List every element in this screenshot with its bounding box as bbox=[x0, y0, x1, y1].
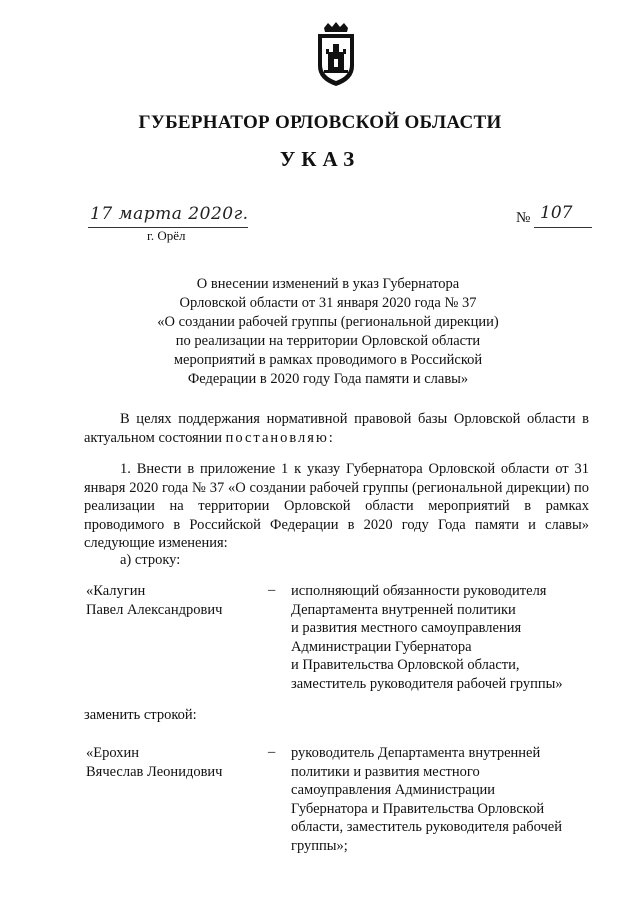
desc-line: и развития местного самоуправления bbox=[291, 620, 522, 636]
resolve-word: постановляю: bbox=[225, 429, 335, 446]
desc-line: исполняющий обязанности руководителя bbox=[291, 583, 547, 599]
old-entry-description bbox=[291, 582, 563, 693]
subitem-a-label: а) строку: bbox=[120, 552, 181, 568]
name-line: «Ерохин bbox=[86, 745, 140, 761]
name-line: Вячеслав Леонидович bbox=[86, 763, 223, 780]
item-1-paragraph: 1. Внести в приложение 1 к указу Губернатора Орловской области от 31 января 2020 года № 37 «О создании рабочей группы (региональной дирекции) по реализации на территории Орловской области мероприятий в рамках проводимого в Российской Федерации в 2020 году Года памяти и славы» следующие изменения: bbox=[84, 461, 589, 551]
coat-of-arms-icon bbox=[314, 22, 358, 88]
number-underline bbox=[534, 227, 592, 228]
desc-line: Администрации Губернатора bbox=[291, 638, 472, 655]
desc-line: самоуправления Администрации bbox=[291, 782, 495, 798]
city-label: г. Орёл bbox=[147, 228, 186, 243]
preamble-text: В целях поддержания нормативной правовой базы Орловской области в актуальном состоянии bbox=[84, 411, 589, 446]
new-entry-dash: – bbox=[268, 744, 276, 760]
heading-line: мероприятий в рамках проводимого в Российской bbox=[173, 352, 483, 368]
preamble-paragraph bbox=[84, 410, 589, 447]
desc-line: области, заместитель руководителя рабочей bbox=[291, 819, 562, 835]
number-label: № bbox=[516, 210, 531, 226]
replace-label: заменить строкой: bbox=[84, 707, 197, 723]
old-entry-name bbox=[86, 582, 222, 619]
heading-line: О внесении изменений в указ Губернатора bbox=[196, 276, 460, 292]
heading-line: Орловской области от 31 января 2020 года № 37 bbox=[179, 295, 477, 311]
heading-line: Федерации в 2020 году Года памяти и славы» bbox=[187, 371, 469, 387]
new-entry-name bbox=[86, 744, 222, 781]
desc-line: политики и развития местного bbox=[291, 763, 480, 780]
decree-date: 17 марта 2020г. bbox=[90, 204, 249, 224]
heading-line: по реализации на территории Орловской области bbox=[175, 333, 481, 349]
desc-line: заместитель руководителя рабочей группы» bbox=[291, 675, 563, 692]
desc-line: группы»; bbox=[291, 837, 348, 854]
heading-line: «О создании рабочей группы (региональной дирекции) bbox=[157, 314, 499, 330]
desc-line: Губернатора и Правительства Орловской bbox=[291, 800, 545, 817]
old-entry-dash: – bbox=[268, 582, 276, 598]
name-line: «Калугин bbox=[86, 583, 146, 599]
desc-line: и Правительства Орловской области, bbox=[291, 657, 520, 673]
new-entry-description bbox=[291, 744, 562, 855]
decree-title: УКАЗ bbox=[279, 147, 361, 171]
governor-title: ГУБЕРНАТОР ОРЛОВСКОЙ ОБЛАСТИ bbox=[138, 112, 502, 133]
decree-number: 107 bbox=[540, 203, 573, 223]
desc-line: Департамента внутренней политики bbox=[291, 601, 516, 618]
decree-heading bbox=[90, 275, 566, 389]
desc-line: руководитель Департамента внутренней bbox=[291, 745, 541, 761]
name-line: Павел Александрович bbox=[86, 601, 223, 618]
